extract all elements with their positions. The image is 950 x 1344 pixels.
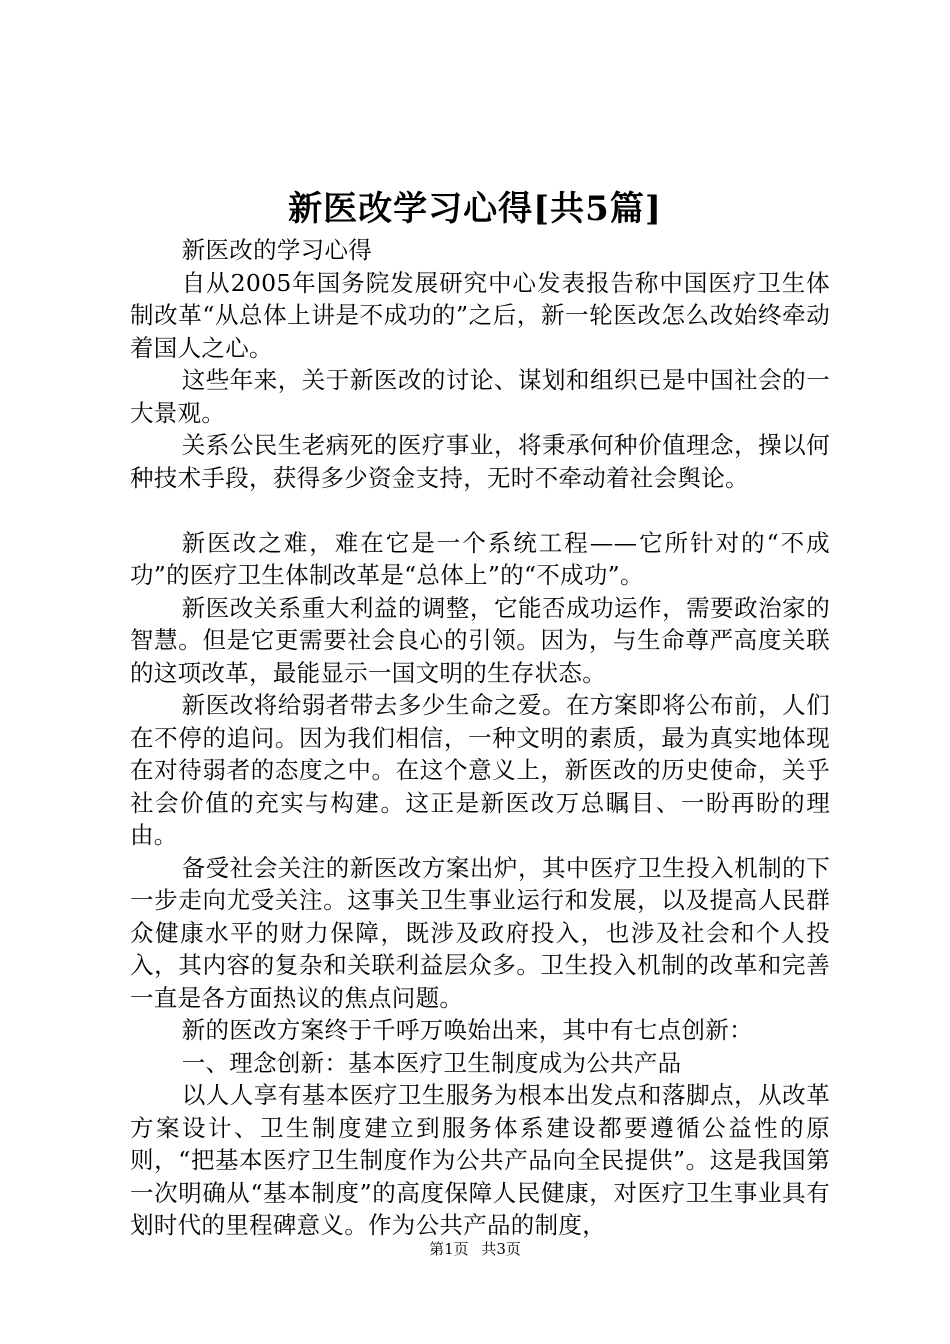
- page-footer: [0, 1239, 950, 1259]
- page-total: 共3页: [481, 1240, 521, 1258]
- paragraph: 备受社会关注的新医改方案出炉，其中医疗卫生投入机制的下一步走向尤受关注。这事关卫生事业运行和发展，以及提高人民群众健康水平的财力保障，既涉及政府投入，也涉及社会和个人投入，其内容的复杂和关联利益层众多。卫生投入机制的改革和完善一直是各方面热议的焦点问题。: [130, 853, 830, 1012]
- document-body: [130, 234, 830, 1242]
- paragraph: 新医改的学习心得: [181, 236, 373, 264]
- paragraph: 自从2005年国务院发展研究中心发表报告称中国医疗卫生体制改革“从总体上讲是不成功的”之后，新一轮医改怎么改始终牵动着国人之心。: [130, 268, 830, 362]
- paragraph: 以人人享有基本医疗卫生服务为根本出发点和落脚点，从改革方案设计、卫生制度建立到服务体系建设都要遵循公益性的原则，“把基本医疗卫生制度作为公共产品向全民提供”。这是我国第一次明确从“基本制度”的高度保障人民健康，对医疗卫生事业具有划时代的里程碑意义。作为公共产品的制度，: [130, 1081, 830, 1239]
- section-heading: 一、理念创新：基本医疗卫生制度成为公共产品: [181, 1048, 682, 1077]
- paragraph: 新的医改方案终于千呼万唤始出来，其中有七点创新：: [181, 1016, 753, 1044]
- paragraph-spacer: [130, 494, 830, 527]
- paragraph: 新医改关系重大利益的调整，它能否成功运作，需要政治家的智慧。但是它更需要社会良心的引领。因为，与生命尊严高度关联的这项改革，最能显示一国文明的生存状态。: [130, 593, 830, 687]
- paragraph: 这些年来，关于新医改的讨论、谋划和组织已是中国社会的一大景观。: [130, 366, 830, 427]
- paragraph: 关系公民生老病死的医疗事业，将秉承何种价值理念，操以何种技术手段，获得多少资金支持，无时不牵动着社会舆论。: [130, 431, 830, 492]
- paragraph: 新医改之难，难在它是一个系统工程——它所针对的“不成功”的医疗卫生体制改革是“总体上”的“不成功”。: [130, 528, 830, 589]
- page-number: 第1页: [429, 1240, 469, 1258]
- document-title: 新医改学习心得[共5篇]: [288, 189, 662, 229]
- paragraph: 新医改将给弱者带去多少生命之爱。在方案即将公布前，人们在不停的追问。因为我们相信，一种文明的素质，最为真实地体现在对待弱者的态度之中。在这个意义上，新医改的历史使命，关乎社会价值的充实与构建。这正是新医改万总瞩目、一盼再盼的理由。: [130, 691, 830, 849]
